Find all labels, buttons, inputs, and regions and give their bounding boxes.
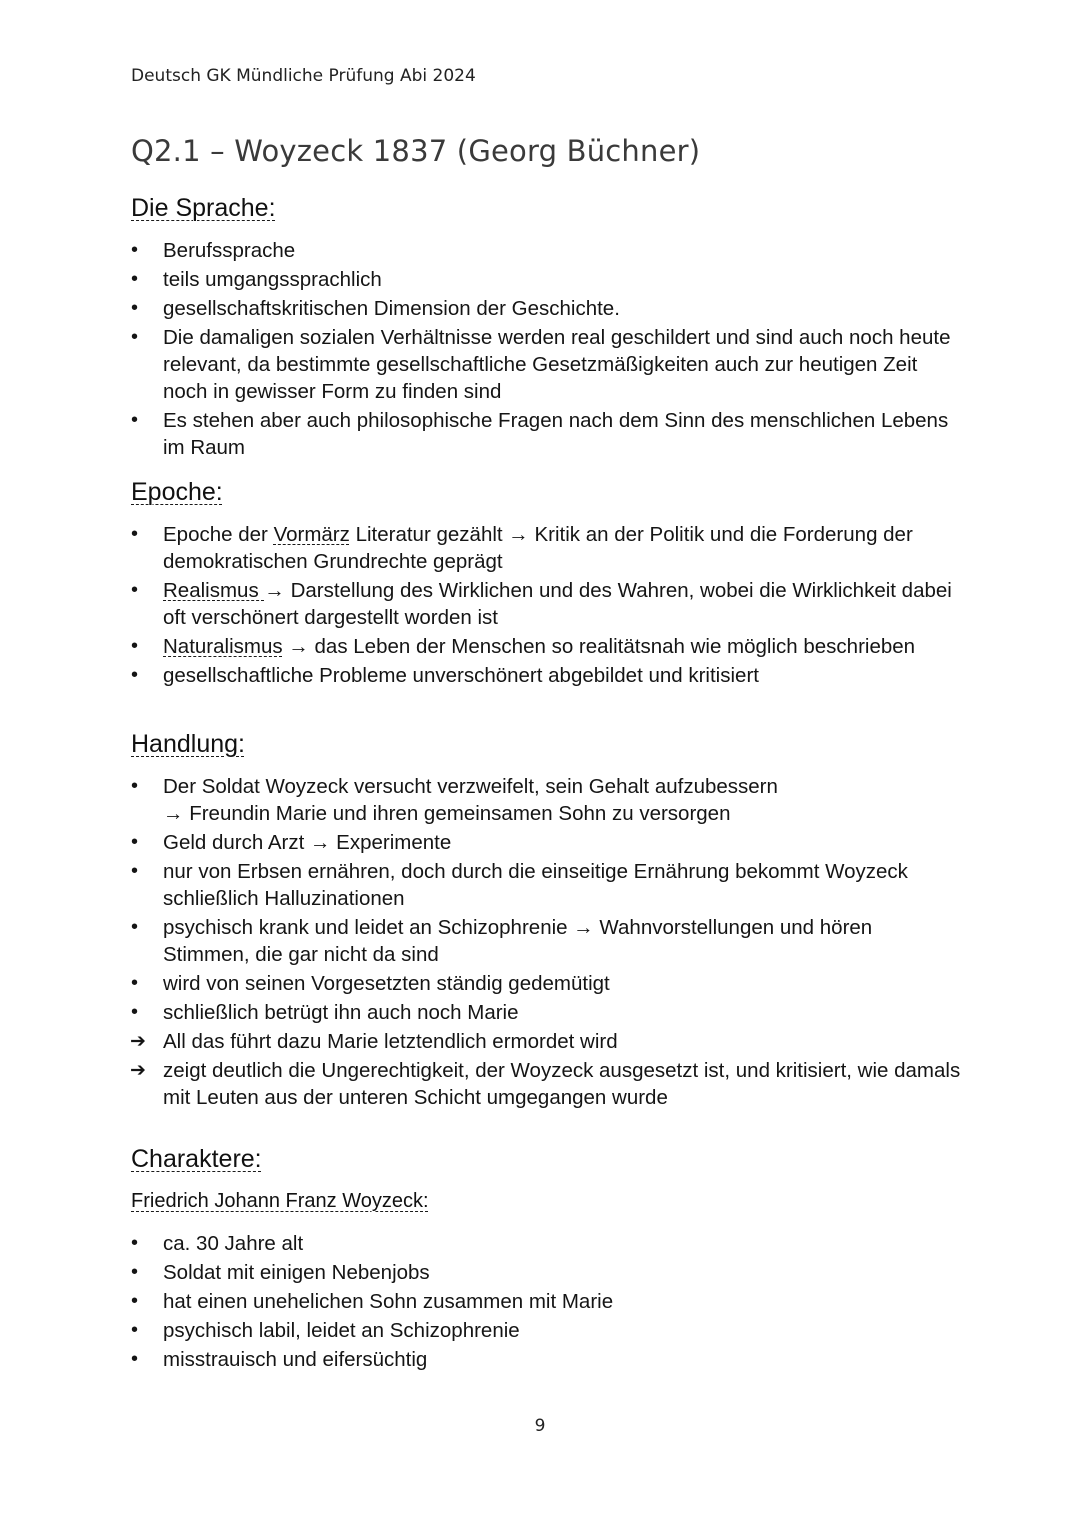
- document-content: [131, 193, 961, 1373]
- list-item: • Geld durch Arzt → Experimente: [131, 829, 961, 856]
- section-epoche: [131, 477, 961, 689]
- list-item: • teils umgangssprachlich: [131, 266, 961, 293]
- list-item: • Realismus → Darstellung des Wirklichen und des Wahren, wobei die Wirklichkeit dabei oft verschönert dargestellt worden ist: [131, 577, 961, 631]
- list-item: • hat einen unehelichen Sohn zusammen mit Marie: [131, 1288, 961, 1315]
- list-item: • gesellschaftskritischen Dimension der Geschichte.: [131, 295, 961, 322]
- term-naturalismus: Naturalismus: [163, 635, 283, 658]
- page-number: 9: [534, 1416, 546, 1436]
- list-item: • psychisch labil, leidet an Schizophrenie: [131, 1317, 961, 1344]
- section-sprache: [131, 193, 961, 461]
- list-item: • Berufssprache: [131, 237, 961, 264]
- section-heading-handlung: Handlung:: [131, 730, 245, 758]
- list-item: • Naturalismus → das Leben der Menschen so realitätsnah wie möglich beschrieben: [131, 633, 961, 660]
- list-item: • Soldat mit einigen Nebenjobs: [131, 1259, 961, 1286]
- list-item: • nur von Erbsen ernähren, doch durch die einseitige Ernährung bekommt Woyzeck schließlich Halluzinationen: [131, 858, 961, 912]
- term-realismus: Realismus: [163, 579, 265, 602]
- charaktere-list: [131, 1230, 961, 1373]
- term-vormaerz: Vormärz: [273, 523, 350, 546]
- page-header: Deutsch GK Mündliche Prüfung Abi 2024: [131, 66, 476, 86]
- epoche-list: [131, 521, 961, 689]
- list-item: • ca. 30 Jahre alt: [131, 1230, 961, 1257]
- list-item: • gesellschaftliche Probleme unverschönert abgebildet und kritisiert: [131, 662, 961, 689]
- character-name-heading: Friedrich Johann Franz Woyzeck:: [131, 1190, 429, 1212]
- list-item: • schließlich betrügt ihn auch noch Marie: [131, 999, 961, 1026]
- handlung-list: [131, 773, 961, 1111]
- list-item: • wird von seinen Vorgesetzten ständig gedemütigt: [131, 970, 961, 997]
- conclusion-item: ➔ All das führt dazu Marie letztendlich ermordet wird: [131, 1028, 961, 1055]
- section-heading-epoche: Epoche:: [131, 478, 223, 506]
- sprache-list: [131, 237, 961, 461]
- list-item: • psychisch krank und leidet an Schizophrenie → Wahnvorstellungen und hören Stimmen, die gar nicht da sind: [131, 914, 961, 968]
- section-handlung: [131, 729, 961, 1111]
- list-item: • Es stehen aber auch philosophische Fragen nach dem Sinn des menschlichen Lebens im Raum: [131, 407, 961, 461]
- section-heading-sprache: Die Sprache:: [131, 194, 276, 222]
- conclusion-item: ➔ zeigt deutlich die Ungerechtigkeit, der Woyzeck ausgesetzt ist, und kritisiert, wie damals mit Leuten aus der unteren Schicht umgegangen wurde: [131, 1057, 961, 1111]
- list-item: • Die damaligen sozialen Verhältnisse werden real geschildert und sind auch noch heute relevant, da bestimmte gesellschaftliche Gesetzmäßigkeiten auch zur heutigen Zeit noch in gewisser Form zu finden sind: [131, 324, 961, 405]
- section-heading-charaktere: Charaktere:: [131, 1145, 262, 1173]
- section-charaktere: [131, 1144, 961, 1373]
- list-item: • Der Soldat Woyzeck versucht verzweifelt, sein Gehalt aufzubessern → Freundin Marie und ihren gemeinsamen Sohn zu versorgen: [131, 773, 961, 827]
- list-item: • misstrauisch und eifersüchtig: [131, 1346, 961, 1373]
- list-item: • Epoche der Vormärz Literatur gezählt → Kritik an der Politik und die Forderung der demokratischen Grundrechte geprägt: [131, 521, 961, 575]
- document-title: Q2.1 – Woyzeck 1837 (Georg Büchner): [131, 134, 701, 168]
